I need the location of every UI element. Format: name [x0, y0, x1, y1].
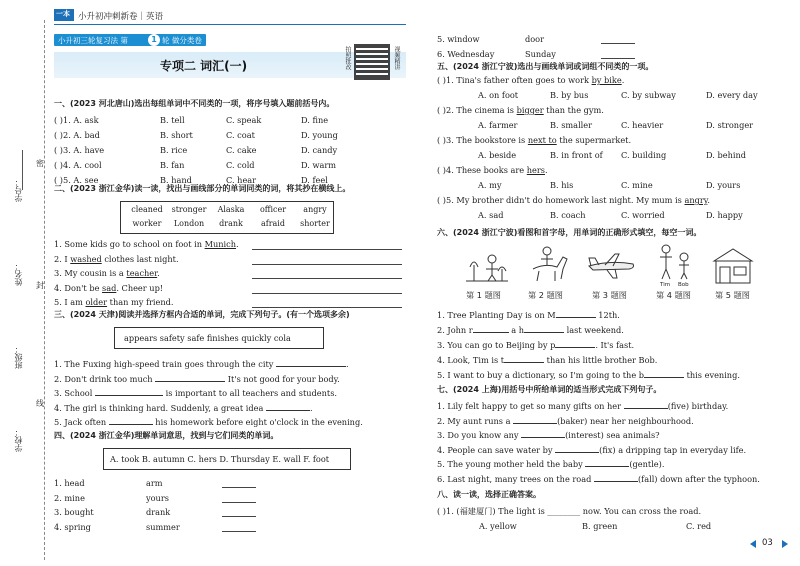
s7-item-4: [437, 444, 746, 455]
s5-option: C. by subway: [621, 90, 676, 100]
s1-q2-col3: D. young: [301, 130, 338, 140]
s2-answer-line[interactable]: [252, 249, 402, 250]
answer-blank[interactable]: [556, 309, 596, 318]
s6-pic-caption-4: 第 4 题图: [656, 290, 691, 300]
s3-item-3: [54, 387, 337, 398]
s5-pre: ( )2. The cinema is: [437, 105, 517, 115]
s4-item-pair-1: arm: [146, 478, 163, 488]
s1-q5-col0[interactable]: ( )5. A. see: [54, 175, 99, 185]
s4-item-2: 2. mine: [54, 492, 85, 503]
s7-item-2: [437, 415, 694, 426]
s2-item-underlined: sad: [102, 282, 117, 293]
s2-answer-line[interactable]: [252, 307, 402, 308]
s2-item-post: . Cheer up!: [116, 282, 164, 293]
s7-pre: 6. Last night, many trees on the road: [437, 473, 594, 484]
sidebar-label-class: 班级：: [14, 345, 23, 369]
s4-item-5: 5. window: [437, 34, 480, 44]
pic-4-boys: [652, 243, 698, 283]
s6-pic-caption-5: 第 5 题图: [715, 290, 750, 300]
s5-title: 五、(2024 浙江宁波)选出与画线单词或词组不同类的一项。: [437, 62, 654, 71]
s5-option: A. beside: [478, 150, 517, 160]
s7-post: (fix) a dripping tap in everyday life.: [599, 444, 747, 455]
s4-answer-line[interactable]: [222, 531, 256, 532]
series-round: 1: [148, 34, 160, 46]
s4-answer-line[interactable]: [601, 43, 635, 44]
s7-post: (baker) near her neighbourhood.: [557, 415, 694, 426]
series-text-end: 轮 做分类卷: [162, 36, 202, 45]
s5-option: B. coach: [550, 210, 586, 220]
s2-answer-line[interactable]: [252, 278, 402, 279]
s3-pre: 3. School: [54, 388, 95, 398]
s5-option: A. sad: [478, 210, 504, 220]
s2-answer-line[interactable]: [252, 293, 402, 294]
s4-answer-line[interactable]: [222, 487, 256, 488]
s6-pre: 5. I want to buy a dictionary, so I'm going to the b: [437, 370, 645, 380]
s7-item-3: [437, 429, 660, 440]
s5-question-2[interactable]: [437, 105, 604, 115]
s4-item-3: 3. bought: [54, 507, 94, 517]
s5-question-1[interactable]: [437, 75, 624, 85]
page-title: 专项二 词汇(一): [160, 59, 248, 73]
s5-option: B. by bus: [550, 90, 589, 100]
s6-post: than his little brother Bob.: [544, 355, 658, 365]
answer-blank[interactable]: [524, 324, 564, 333]
pic-1-calendar: [462, 243, 512, 285]
s5-option: D. yours: [706, 180, 741, 190]
s6-item-5: [437, 369, 740, 380]
s7-post: (gentle).: [629, 459, 665, 469]
s2-word: cleaned: [131, 205, 163, 214]
answer-blank[interactable]: [95, 387, 163, 396]
s5-underlined: angry: [684, 195, 708, 205]
s5-option: B. smaller: [550, 120, 593, 130]
s6-item-2: [437, 324, 624, 335]
s3-item-4: [54, 402, 313, 413]
s1-q5-col2: C. hear: [226, 175, 257, 185]
s2-word: worker: [132, 219, 162, 228]
s6-title: 六、(2024 浙江宁波)看图和首字母，用单词的正确形式填空，每空一词。: [437, 228, 702, 237]
answer-blank[interactable]: [624, 400, 668, 409]
qr-label-right: 视频精讲: [393, 46, 400, 70]
logo-text: 一本: [56, 10, 70, 18]
s6-pre: 4. Look, Tim is t: [437, 355, 505, 365]
s6-pic-caption-3: 第 3 题图: [592, 290, 627, 300]
s4-item-6: 6. Wednesday: [437, 48, 495, 59]
s2-item-1: [54, 239, 239, 249]
s2-item-post: .: [236, 239, 239, 249]
s7-item-6: [437, 473, 760, 484]
s5-underlined: hers: [526, 165, 545, 175]
s5-option: D. stronger: [706, 120, 754, 130]
s2-item-pre: 5. I am: [54, 297, 86, 307]
s5-pre: ( )5. My brother didn't do homework last night. My mum is: [437, 195, 685, 205]
s6-post: 12th.: [595, 310, 620, 320]
qr-label-left: 拍照批改: [344, 46, 351, 70]
s1-q1-col1: B. tell: [160, 115, 185, 125]
s1-q1-col3: D. fine: [301, 115, 329, 125]
answer-blank[interactable]: [266, 402, 310, 411]
sidebar-label-id: 学号：: [14, 178, 23, 202]
s6-item-1: [437, 309, 620, 320]
s2-word: afraid: [260, 219, 285, 228]
pic-2-horse: [525, 243, 573, 285]
s5-underlined: by bike: [591, 75, 622, 85]
s5-question-3[interactable]: [437, 135, 631, 145]
answer-blank[interactable]: [155, 373, 225, 382]
s7-pre: 1. Lily felt happy to get so many gifts on her: [437, 401, 624, 411]
s4-item-1: 1. head: [54, 478, 85, 488]
s2-title: 二、(2023 浙江金华)读一读，找出与画线部分的单词同类的词，将其抄在横线上。: [54, 184, 351, 193]
s2-word: officer: [259, 205, 287, 214]
s2-word: drank: [219, 219, 243, 228]
s4-answer-line[interactable]: [222, 516, 256, 517]
s2-word: London: [173, 219, 205, 228]
s5-option: C. mine: [621, 180, 653, 190]
s4-item-pair-5: door: [525, 34, 545, 44]
s6-pic-caption-2: 第 2 题图: [528, 290, 563, 300]
s5-option: A. farmer: [478, 120, 518, 130]
answer-blank[interactable]: [585, 458, 629, 467]
s2-item-underlined: teacher: [126, 268, 158, 278]
s1-q1-col2: C. speak: [226, 115, 262, 125]
answer-blank[interactable]: [473, 324, 509, 333]
answer-blank[interactable]: [109, 416, 153, 425]
answer-blank[interactable]: [555, 444, 599, 453]
s3-post: his homework before eight o'clock in the evening.: [152, 417, 363, 427]
s5-option: C. worried: [621, 210, 665, 220]
s1-q4-col2: C. cold: [226, 160, 255, 170]
answer-blank[interactable]: [504, 354, 544, 363]
seal-mark-3: 线: [36, 399, 44, 408]
s5-option: A. on foot: [478, 90, 519, 100]
s4-answer-line[interactable]: [601, 58, 635, 59]
s2-word: stronger: [171, 205, 207, 214]
s1-q1-col0[interactable]: ( )1. A. ask: [54, 115, 99, 125]
s2-item-underlined: older: [85, 297, 108, 307]
s6-pre: 2. John r: [437, 325, 473, 335]
s7-pre: 5. The young mother held the baby: [437, 459, 586, 469]
id-line: [22, 150, 23, 190]
s3-pre: 4. The girl is thinking hard. Suddenly, a great idea: [54, 402, 266, 413]
seal-mark-2: 封: [36, 281, 44, 290]
s4-item-4: 4. spring: [54, 521, 91, 532]
s1-title: 一、(2023 河北唐山)选出每组单词中不同类的一项，将序号填入题前括号内。: [54, 99, 335, 108]
s6-item-3: [437, 339, 634, 350]
s7-post: (five) birthday.: [667, 401, 729, 411]
s5-post: .: [621, 75, 625, 85]
s2-item-post: .: [157, 268, 160, 278]
s2-word: angry: [303, 205, 327, 214]
s3-title: 三、(2024 天津)阅读并选择方框内合适的单词，完成下列句子。(有一个选项多余): [54, 310, 350, 319]
s7-post: (interest) sea animals?: [565, 430, 660, 440]
s3-item-5: [54, 416, 363, 427]
s6-mid: a h: [508, 325, 525, 335]
sidebar-label-school: 学校：: [14, 428, 23, 452]
s5-option: D. behind: [706, 150, 746, 160]
s4-item-pair-6: Sunday: [525, 48, 556, 59]
s1-q5-col3: D. feel: [301, 175, 328, 185]
s2-item-pre: 4. Don't be: [54, 282, 103, 293]
s7-item-1: [437, 400, 728, 411]
s1-q3-col2: C. cake: [226, 145, 257, 155]
s5-post: .: [707, 195, 710, 205]
page-next-icon[interactable]: [782, 540, 788, 548]
s3-post: .: [309, 402, 313, 413]
s7-pre: 3. Do you know any: [437, 430, 522, 440]
qr-code-icon: [354, 44, 390, 80]
s1-q3-col0[interactable]: ( )3. A. have: [54, 145, 105, 155]
s3-item-2: [54, 373, 340, 384]
s3-item-1: [54, 358, 349, 369]
s8-question: ( )1. (福建厦门) The light is ________ now. You can cross the road.: [437, 506, 702, 516]
s2-item-5: [54, 297, 174, 307]
pic-4-name-tim: Tim: [660, 282, 671, 288]
s8-option-a: A. yellow: [479, 521, 517, 531]
s1-q3-col3: D. candy: [301, 145, 338, 155]
s7-post: (fall) down after the typhoon.: [637, 473, 760, 484]
s8-title: 八、读一读，选择正确答案。: [437, 490, 541, 499]
s5-option: D. every day: [706, 90, 758, 100]
s5-option: B. in front of: [550, 150, 603, 160]
s5-post: .: [544, 165, 548, 175]
s1-q4-col0[interactable]: ( )4. A. cool: [54, 160, 102, 170]
s6-pre: 3. You can go to Beijing by p: [437, 340, 556, 350]
s5-option: A. my: [478, 180, 502, 190]
answer-blank[interactable]: [513, 415, 557, 424]
seal-mark-1: 密: [36, 159, 44, 168]
s2-word: Alaska: [217, 205, 245, 214]
s1-q5-col1: B. hand: [160, 175, 192, 185]
binding-line: [44, 20, 45, 560]
s1-q4-col1: B. fan: [160, 160, 185, 170]
s7-title: 七、(2024 上海)用括号中所给单词的适当形式完成下列句子。: [437, 385, 662, 394]
s2-item-underlined: washed: [70, 253, 102, 264]
s4-item-pair-3: drank: [146, 507, 171, 517]
s5-option: C. heavier: [621, 120, 664, 130]
page-number: 03: [762, 538, 773, 548]
s4-item-pair-2: yours: [146, 492, 169, 503]
s5-option: C. building: [621, 150, 667, 160]
s2-item-post: than my friend.: [107, 297, 174, 307]
s4-words: A. took B. autumn C. hers D. Thursday E. wall F. foot: [110, 454, 330, 464]
s5-pre: ( )3. The bookstore is: [437, 135, 528, 145]
s2-item-4: [54, 283, 163, 293]
s7-pre: 4. People can save water by: [437, 444, 556, 455]
s6-post: this evening.: [684, 370, 740, 380]
answer-blank[interactable]: [276, 358, 346, 367]
s5-option: D. happy: [706, 210, 743, 220]
s3-post: is important to all teachers and students.: [162, 388, 337, 398]
answer-blank[interactable]: [644, 369, 684, 378]
s5-post: than the gym.: [543, 105, 604, 115]
s5-post: the supermarket.: [556, 135, 632, 145]
answer-blank[interactable]: [555, 339, 595, 348]
s5-underlined: bigger: [516, 105, 544, 115]
series-text: 小升初三轮复习法 第: [58, 36, 128, 45]
s1-q2-col0[interactable]: ( )2. A. bad: [54, 130, 100, 140]
header-rule: [54, 24, 406, 25]
s2-item-3: [54, 268, 160, 278]
pic-5-shop: [710, 245, 756, 287]
s6-pic-caption-1: 第 1 题图: [466, 290, 501, 300]
answer-blank[interactable]: [594, 473, 638, 482]
sidebar-label-name: 姓名：: [14, 262, 23, 286]
s2-item-pre: 2. I: [54, 253, 71, 264]
s3-pre: 2. Don't drink too much: [54, 373, 156, 384]
pic-4-name-bob: Bob: [678, 282, 689, 288]
s2-word: shorter: [300, 219, 330, 228]
s8-option-c: C. red: [686, 521, 712, 531]
page-prev-icon[interactable]: [750, 540, 756, 548]
s6-post: last weekend.: [564, 325, 624, 335]
s6-post: . It's fast.: [595, 340, 635, 350]
s2-item-pre: 3. My cousin is a: [54, 268, 127, 278]
s8-option-b: B. green: [582, 521, 618, 531]
s5-pre: ( )4. These books are: [437, 165, 527, 175]
answer-blank[interactable]: [521, 429, 565, 438]
s5-pre: ( )1. Tina's father often goes to work: [437, 75, 592, 85]
s3-pre: 5. Jack often: [54, 417, 109, 427]
s7-item-5: [437, 458, 664, 469]
s2-item-underlined: Munich: [204, 239, 237, 249]
s3-post: It's not good for your body.: [225, 373, 340, 384]
s2-item-pre: 1. Some kids go to school on foot in: [54, 239, 205, 249]
s3-post: .: [345, 359, 349, 369]
s3-words: appears safety safe finishes quickly cola: [124, 333, 291, 343]
s1-q3-col1: B. rice: [160, 145, 188, 155]
s2-item-2: [54, 254, 179, 264]
s7-pre: 2. My aunt runs a: [437, 415, 514, 426]
s4-title: 四、(2024 浙江金华)理解单词意思，找到与它们同类的单词。: [54, 431, 279, 440]
header-title: 小升初冲刺新卷｜英语: [78, 12, 164, 22]
s6-pre: 1. Tree Planting Day is on M: [437, 310, 556, 320]
s5-option: B. his: [550, 180, 574, 190]
s6-item-4: [437, 354, 657, 365]
s2-answer-line[interactable]: [252, 264, 402, 265]
s4-answer-line[interactable]: [222, 502, 256, 503]
s3-pre: 1. The Fuxing high-speed train goes through the city: [54, 359, 276, 369]
s5-question-4[interactable]: [437, 165, 548, 175]
s1-q4-col3: D. warm: [301, 160, 337, 170]
s1-q2-col2: C. coat: [226, 130, 255, 140]
s2-item-post: clothes last night.: [101, 253, 179, 264]
s5-question-5[interactable]: [437, 195, 710, 205]
s1-q2-col1: B. short: [160, 130, 193, 140]
s5-underlined: next to: [527, 135, 557, 145]
pic-3-plane: [585, 250, 637, 280]
s4-item-pair-4: summer: [146, 521, 180, 532]
